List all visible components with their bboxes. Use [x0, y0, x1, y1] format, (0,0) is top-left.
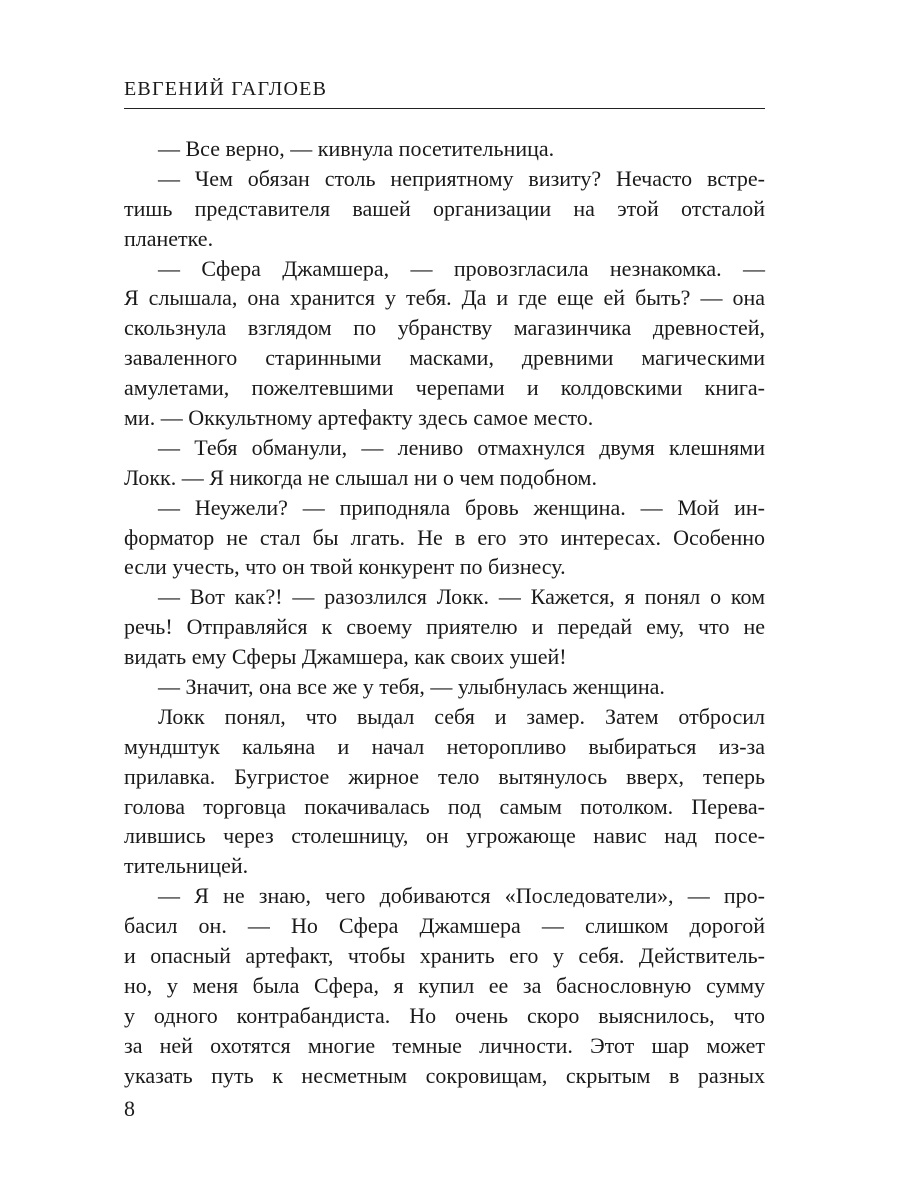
text-line: басил он. — Но Сфера Джамшера — слишком дорогой [124, 913, 765, 939]
text-line: и опасный артефакт, чтобы хранить его у себя. Действитель- [124, 943, 765, 969]
header-rule [124, 108, 765, 109]
text-line: — Значит, она все же у тебя, — улыбнулась женщина. [158, 674, 665, 700]
text-line: голова торговца покачивалась под самым потолком. Перева- [124, 793, 765, 819]
text-line: амулетами, пожелтевшими черепами и колдовскими книга- [124, 375, 765, 401]
text-line: речь! Отправляйся к своему приятелю и передай ему, что не [124, 614, 765, 640]
text-line: Локк понял, что выдал себя и замер. Затем отбросил [158, 703, 765, 729]
text-line: — Сфера Джамшера, — провозгласила незнакомка. — [158, 255, 765, 281]
body-text [124, 134, 765, 1091]
text-line: — Все верно, — кивнула посетительница. [158, 136, 555, 161]
text-line: тишь представителя вашей организации на этой отсталой [124, 195, 765, 221]
text-line: за ней охотятся многие темные личности. Этот шар может [124, 1032, 765, 1058]
text-line: — Тебя обманули, — лениво отмахнулся двумя клешнями [158, 434, 765, 460]
text-line: форматор не стал бы лгать. Не в его это интересах. Особенно [124, 524, 765, 550]
text-line: планетке. [124, 225, 214, 251]
text-line: скользнула взглядом по убранству магазинчика древностей, [124, 315, 765, 341]
text-line: мундштук кальяна и начал неторопливо выбираться из-за [124, 733, 765, 759]
text-line: ми. — Оккультному артефакту здесь самое место. [124, 405, 594, 431]
text-line: — Вот как?! — разозлился Локк. — Кажется, я понял о ком [158, 584, 765, 610]
text-line: лившись через столешницу, он угрожающе навис над посе- [124, 823, 765, 849]
text-line: прилавка. Бугристое жирное тело вытянулось вверх, теперь [124, 763, 765, 789]
text-line: если учесть, что он твой конкурент по бизнесу. [124, 554, 566, 580]
text-line: Локк. — Я никогда не слышал ни о чем подобном. [124, 464, 597, 490]
text-line: указать путь к несметным сокровищам, скрытым в разных [124, 1062, 765, 1088]
text-line: у одного контрабандиста. Но очень скоро выяснилось, что [124, 1002, 765, 1028]
page-number: 8 [124, 1096, 135, 1121]
text-line: — Неужели? — приподняла бровь женщина. — Мой ин- [158, 494, 765, 520]
running-head: ЕВГЕНИЙ ГАГЛОЕВ [124, 78, 328, 100]
text-line: тительницей. [124, 853, 249, 879]
text-line: Я слышала, она хранится у тебя. Да и где еще ей быть? — она [124, 285, 765, 311]
text-line: — Чем обязан столь неприятному визиту? Нечасто встре- [158, 165, 765, 191]
text-line: заваленного старинными масками, древними магическими [124, 345, 765, 371]
text-line: но, у меня была Сфера, я купил ее за баснословную сумму [124, 972, 765, 998]
text-line: — Я не знаю, чего добиваются «Последователи», — про- [158, 883, 765, 909]
text-line: видать ему Сферы Джамшера, как своих ушей! [124, 644, 567, 670]
